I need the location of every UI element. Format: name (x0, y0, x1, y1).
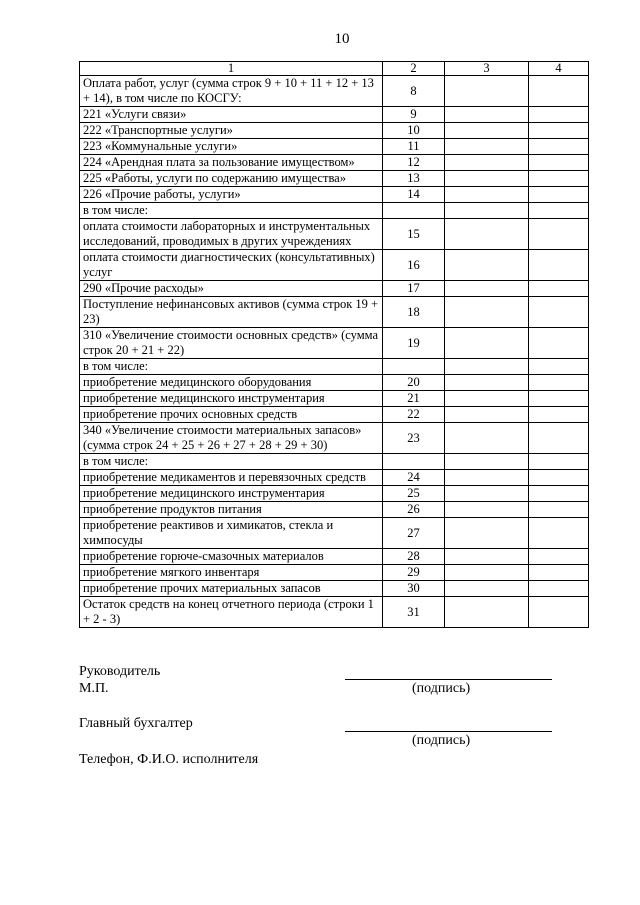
head-signature-line (345, 679, 552, 680)
table-row (80, 423, 589, 454)
value-cell-col4 (529, 139, 589, 155)
value-cell-col3 (445, 203, 529, 219)
value-cell-col4 (529, 187, 589, 203)
table-row (80, 502, 589, 518)
row-name: приобретение медицинского оборудования (80, 375, 383, 391)
table-row (80, 219, 589, 250)
row-code: 24 (383, 470, 445, 486)
row-name: приобретение медицинского инструментария (80, 486, 383, 502)
report-table (79, 61, 589, 628)
accountant-signature-line (345, 731, 552, 732)
row-name: приобретение горюче-смазочных материалов (80, 549, 383, 565)
value-cell-col4 (529, 502, 589, 518)
value-cell-col4 (529, 250, 589, 281)
phone-label: Телефон, Ф.И.О. исполнителя (79, 752, 259, 767)
row-code: 11 (383, 139, 445, 155)
row-name: 340 «Увеличение стоимости материальных запасов» (сумма строк 24 + 25 + 26 + 27 + 28 + 29 + 30) (80, 423, 383, 454)
row-code: 15 (383, 219, 445, 250)
table-row (80, 518, 589, 549)
value-cell-col3 (445, 107, 529, 123)
value-cell-col3 (445, 250, 529, 281)
value-cell-col3 (445, 297, 529, 328)
stamp-label: М.П. (79, 681, 109, 696)
value-cell-col3 (445, 470, 529, 486)
table-row (80, 187, 589, 203)
value-cell-col3 (445, 123, 529, 139)
row-code: 21 (383, 391, 445, 407)
value-cell-col4 (529, 107, 589, 123)
value-cell-col4 (529, 328, 589, 359)
row-code: 30 (383, 581, 445, 597)
row-name: в том числе: (80, 203, 383, 219)
row-name: в том числе: (80, 454, 383, 470)
row-name: в том числе: (80, 359, 383, 375)
row-name: приобретение мягкого инвентаря (80, 565, 383, 581)
table-row (80, 107, 589, 123)
row-code: 13 (383, 171, 445, 187)
value-cell-col3 (445, 454, 529, 470)
row-code: 26 (383, 502, 445, 518)
value-cell-col4 (529, 597, 589, 628)
row-code: 29 (383, 565, 445, 581)
table-row (80, 139, 589, 155)
value-cell-col3 (445, 549, 529, 565)
table-row (80, 123, 589, 139)
row-code: 22 (383, 407, 445, 423)
table-row (80, 454, 589, 470)
row-name: Поступление нефинансовых активов (сумма строк 19 + 23) (80, 297, 383, 328)
table-row (80, 171, 589, 187)
row-code (383, 203, 445, 219)
value-cell-col3 (445, 423, 529, 454)
row-name: Остаток средств на конец отчетного периода (строки 1 + 2 - 3) (80, 597, 383, 628)
value-cell-col3 (445, 565, 529, 581)
table-row (80, 470, 589, 486)
row-code: 8 (383, 76, 445, 107)
table-header-row (80, 62, 589, 76)
row-code: 12 (383, 155, 445, 171)
value-cell-col3 (445, 187, 529, 203)
value-cell-col4 (529, 297, 589, 328)
table-row (80, 155, 589, 171)
column-header: 2 (383, 62, 445, 76)
row-code: 18 (383, 297, 445, 328)
row-code: 25 (383, 486, 445, 502)
row-code: 23 (383, 423, 445, 454)
value-cell-col4 (529, 203, 589, 219)
row-code: 20 (383, 375, 445, 391)
row-code: 14 (383, 187, 445, 203)
row-name: 226 «Прочие работы, услуги» (80, 187, 383, 203)
value-cell-col3 (445, 328, 529, 359)
row-name: приобретение медикаментов и перевязочных средств (80, 470, 383, 486)
row-name: 224 «Арендная плата за пользование имуществом» (80, 155, 383, 171)
value-cell-col3 (445, 581, 529, 597)
value-cell-col4 (529, 155, 589, 171)
value-cell-col4 (529, 281, 589, 297)
row-code: 19 (383, 328, 445, 359)
table-row (80, 391, 589, 407)
table-row (80, 203, 589, 219)
table-row (80, 549, 589, 565)
value-cell-col3 (445, 391, 529, 407)
row-name: 225 «Работы, услуги по содержанию имущества» (80, 171, 383, 187)
value-cell-col4 (529, 486, 589, 502)
row-code (383, 454, 445, 470)
signature-hint: (подпись) (412, 681, 471, 696)
table-row (80, 597, 589, 628)
row-name: 310 «Увеличение стоимости основных средств» (сумма строк 20 + 21 + 22) (80, 328, 383, 359)
row-name: оплата стоимости диагностических (консультативных) услуг (80, 250, 383, 281)
row-name: приобретение продуктов питания (80, 502, 383, 518)
row-name: 223 «Коммунальные услуги» (80, 139, 383, 155)
value-cell-col4 (529, 171, 589, 187)
row-name: приобретение прочих основных средств (80, 407, 383, 423)
table-row (80, 407, 589, 423)
table-row (80, 328, 589, 359)
value-cell-col4 (529, 470, 589, 486)
head-label: Руководитель (79, 664, 161, 679)
value-cell-col3 (445, 502, 529, 518)
value-cell-col3 (445, 359, 529, 375)
row-name: приобретение медицинского инструментария (80, 391, 383, 407)
table-row (80, 486, 589, 502)
value-cell-col3 (445, 407, 529, 423)
accountant-label: Главный бухгалтер (79, 716, 193, 731)
row-code: 31 (383, 597, 445, 628)
value-cell-col4 (529, 454, 589, 470)
table-row (80, 359, 589, 375)
table-row (80, 565, 589, 581)
row-name: Оплата работ, услуг (сумма строк 9 + 10 + 11 + 12 + 13 + 14), в том числе по КОСГУ: (80, 76, 383, 107)
row-name: приобретение реактивов и химикатов, стекла и химпосуды (80, 518, 383, 549)
value-cell-col3 (445, 171, 529, 187)
row-code: 28 (383, 549, 445, 565)
row-name: 222 «Транспортные услуги» (80, 123, 383, 139)
value-cell-col4 (529, 123, 589, 139)
row-code: 17 (383, 281, 445, 297)
value-cell-col4 (529, 581, 589, 597)
row-code: 27 (383, 518, 445, 549)
value-cell-col4 (529, 565, 589, 581)
row-code: 10 (383, 123, 445, 139)
row-name: 290 «Прочие расходы» (80, 281, 383, 297)
value-cell-col4 (529, 391, 589, 407)
table-row (80, 281, 589, 297)
row-name: оплата стоимости лабораторных и инструментальных исследований, проводимых в других учреждениях (80, 219, 383, 250)
row-code: 16 (383, 250, 445, 281)
value-cell-col3 (445, 219, 529, 250)
value-cell-col4 (529, 219, 589, 250)
value-cell-col3 (445, 375, 529, 391)
value-cell-col3 (445, 76, 529, 107)
value-cell-col4 (529, 359, 589, 375)
value-cell-col4 (529, 407, 589, 423)
column-header: 3 (445, 62, 529, 76)
page-number: 10 (334, 31, 350, 47)
row-name: 221 «Услуги связи» (80, 107, 383, 123)
row-code (383, 359, 445, 375)
value-cell-col4 (529, 549, 589, 565)
column-header: 4 (529, 62, 589, 76)
table-body (80, 76, 589, 628)
value-cell-col3 (445, 139, 529, 155)
value-cell-col3 (445, 518, 529, 549)
value-cell-col4 (529, 76, 589, 107)
value-cell-col3 (445, 155, 529, 171)
row-name: приобретение прочих материальных запасов (80, 581, 383, 597)
value-cell-col3 (445, 486, 529, 502)
signature-hint: (подпись) (412, 733, 471, 748)
value-cell-col4 (529, 375, 589, 391)
column-header: 1 (80, 62, 383, 76)
table-row (80, 581, 589, 597)
value-cell-col3 (445, 597, 529, 628)
value-cell-col4 (529, 423, 589, 454)
table-row (80, 250, 589, 281)
value-cell-col4 (529, 518, 589, 549)
table-row (80, 297, 589, 328)
value-cell-col3 (445, 281, 529, 297)
table-row (80, 375, 589, 391)
table-row (80, 76, 589, 107)
row-code: 9 (383, 107, 445, 123)
